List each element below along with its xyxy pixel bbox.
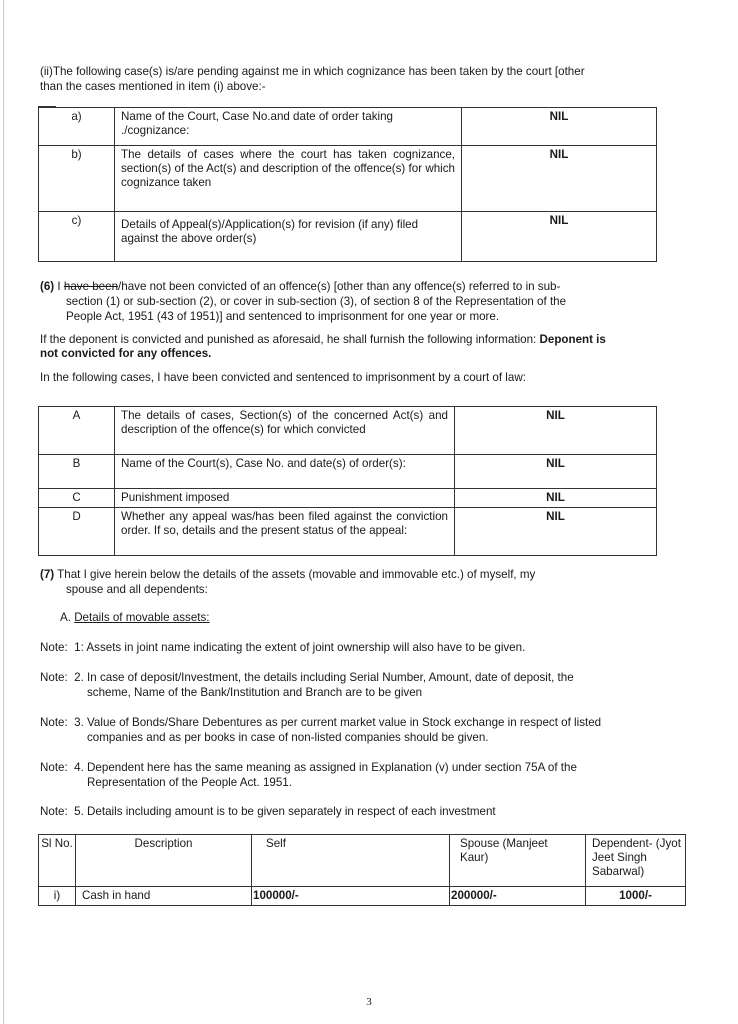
cell-spouse: 200000/- xyxy=(450,887,586,906)
row-text: The details of cases, Section(s) of the concerned Act(s) and description of the offence(s) for which convicted xyxy=(115,407,455,455)
cell-self: 100000/- xyxy=(252,887,450,906)
table-row xyxy=(39,887,686,906)
pending-cases-intro-line2: than the cases mentioned in item (i) above:- xyxy=(40,80,266,93)
row-key: a) xyxy=(39,108,115,146)
header-description: Description xyxy=(76,835,252,887)
section-number: (7) xyxy=(40,568,55,581)
row-text: Name of the Court, Case No.and date of order taking ./cognizance: xyxy=(115,108,462,146)
note-label: Note: xyxy=(40,761,68,774)
table-row xyxy=(39,489,657,508)
row-value: NIL xyxy=(462,146,657,212)
pending-cases-intro-line1: (ii)The following case(s) is/are pending against me in which cognizance has been taken by the court [other xyxy=(40,65,585,78)
movable-assets-subhead xyxy=(60,610,460,625)
note-label: Note: xyxy=(40,716,68,729)
row-text: Name of the Court(s), Case No. and date(s) of order(s): xyxy=(115,455,455,489)
note-label: Note: xyxy=(40,671,68,684)
table-row xyxy=(39,146,657,212)
row-text: Whether any appeal was/has been filed against the conviction order. If so, details and the present status of the appeal: xyxy=(115,508,455,556)
statement-text: /have not been convicted of an offence(s) [other than any offence(s) referred to in sub- xyxy=(118,280,561,293)
conviction-statement-line1 xyxy=(40,279,634,294)
table-row xyxy=(39,508,657,556)
table-row xyxy=(39,108,657,146)
row-key: A xyxy=(39,407,115,455)
scan-edge xyxy=(3,0,4,1024)
note-text: 3. Value of Bonds/Share Debentures as per current market value in Stock exchange in respect of listed xyxy=(74,716,602,729)
header-self: Self xyxy=(252,835,450,887)
subhead-title: Details of movable assets: xyxy=(74,611,210,624)
row-value: NIL xyxy=(455,489,657,508)
note-1 xyxy=(40,640,660,655)
table-header-row xyxy=(39,835,686,887)
header-sl: Sl No. xyxy=(39,835,76,887)
convicted-cases-intro: In the following cases, I have been convicted and sentenced to imprisonment by a court of law: xyxy=(40,371,526,384)
note-text: 4. Dependent here has the same meaning as assigned in Explanation (v) under section 75A of the xyxy=(74,761,577,774)
row-value: NIL xyxy=(455,508,657,556)
header-spouse: Spouse (Manjeet Kaur) xyxy=(450,835,586,887)
note-text: 2. In case of deposit/Investment, the details including Serial Number, Amount, date of deposit, the xyxy=(74,671,574,684)
note-3-line2: companies and as per books in case of non-listed companies should be given. xyxy=(87,731,489,744)
note-5 xyxy=(40,804,660,819)
deponent-info-line2: not convicted for any offences. xyxy=(40,347,212,360)
table-row xyxy=(39,407,657,455)
deponent-info-line1 xyxy=(40,332,660,347)
row-text: The details of cases where the court has taken cognizance, section(s) of the Act(s) and description of the offence(s) for which cognizance taken xyxy=(115,146,462,212)
pronoun: I xyxy=(57,280,61,293)
deponent-status-bold: Deponent is xyxy=(539,333,606,346)
row-key: B xyxy=(39,455,115,489)
cell-sl: i) xyxy=(39,887,76,906)
assets-intro-line2: spouse and all dependents: xyxy=(66,583,208,596)
row-key: D xyxy=(39,508,115,556)
cell-description: Cash in hand xyxy=(76,887,252,906)
cell-dependent: 1000/- xyxy=(586,887,686,906)
row-value: NIL xyxy=(455,407,657,455)
note-2-line1 xyxy=(40,670,660,685)
conviction-statement-line2: section (1) or sub-section (2), or cover in sub-section (3), of section 8 of the Representation of the xyxy=(66,295,567,308)
conviction-statement-line3: People Act, 1951 (43 of 1951)] and sentenced to imprisonment for one year or more. xyxy=(66,310,500,323)
subhead-prefix: A. xyxy=(60,611,75,624)
row-value: NIL xyxy=(462,108,657,146)
note-4-line2: Representation of the People Act. 1951. xyxy=(87,776,292,789)
row-value: NIL xyxy=(462,212,657,262)
row-text: Details of Appeal(s)/Application(s) for revision (if any) filed against the above order(s) xyxy=(115,212,462,262)
table-row xyxy=(39,455,657,489)
note-text: 1: Assets in joint name indicating the extent of joint ownership will also have to be given. xyxy=(74,641,526,654)
section-number: (6) xyxy=(40,280,55,293)
note-label: Note: xyxy=(40,641,68,654)
row-key: b) xyxy=(39,146,115,212)
deponent-info-text: If the deponent is convicted and punished as aforesaid, he shall furnish the following information: xyxy=(40,333,540,346)
pending-cases-table xyxy=(38,107,657,262)
note-4-line1 xyxy=(40,760,660,775)
note-label: Note: xyxy=(40,805,68,818)
movable-assets-table xyxy=(38,834,686,906)
row-key: C xyxy=(39,489,115,508)
struck-text: have been xyxy=(63,280,119,293)
row-key: c) xyxy=(39,212,115,262)
page-number: 3 xyxy=(366,996,372,1008)
row-value: NIL xyxy=(455,455,657,489)
header-dependent: Dependent- (Jyot Jeet Singh Sabarwal) xyxy=(586,835,686,887)
conviction-table xyxy=(38,406,657,556)
row-text: Punishment imposed xyxy=(115,489,455,508)
assets-intro-line1 xyxy=(40,567,638,582)
note-3-line1 xyxy=(40,715,660,730)
note-text: 5. Details including amount is to be given separately in respect of each investment xyxy=(74,805,496,818)
table-row xyxy=(39,212,657,262)
note-2-line2: scheme, Name of the Bank/Institution and Branch are to be given xyxy=(87,686,423,699)
assets-intro-text: (7) That I give herein below the details of the assets (movable and immovable etc.) of myself, my xyxy=(40,568,536,581)
